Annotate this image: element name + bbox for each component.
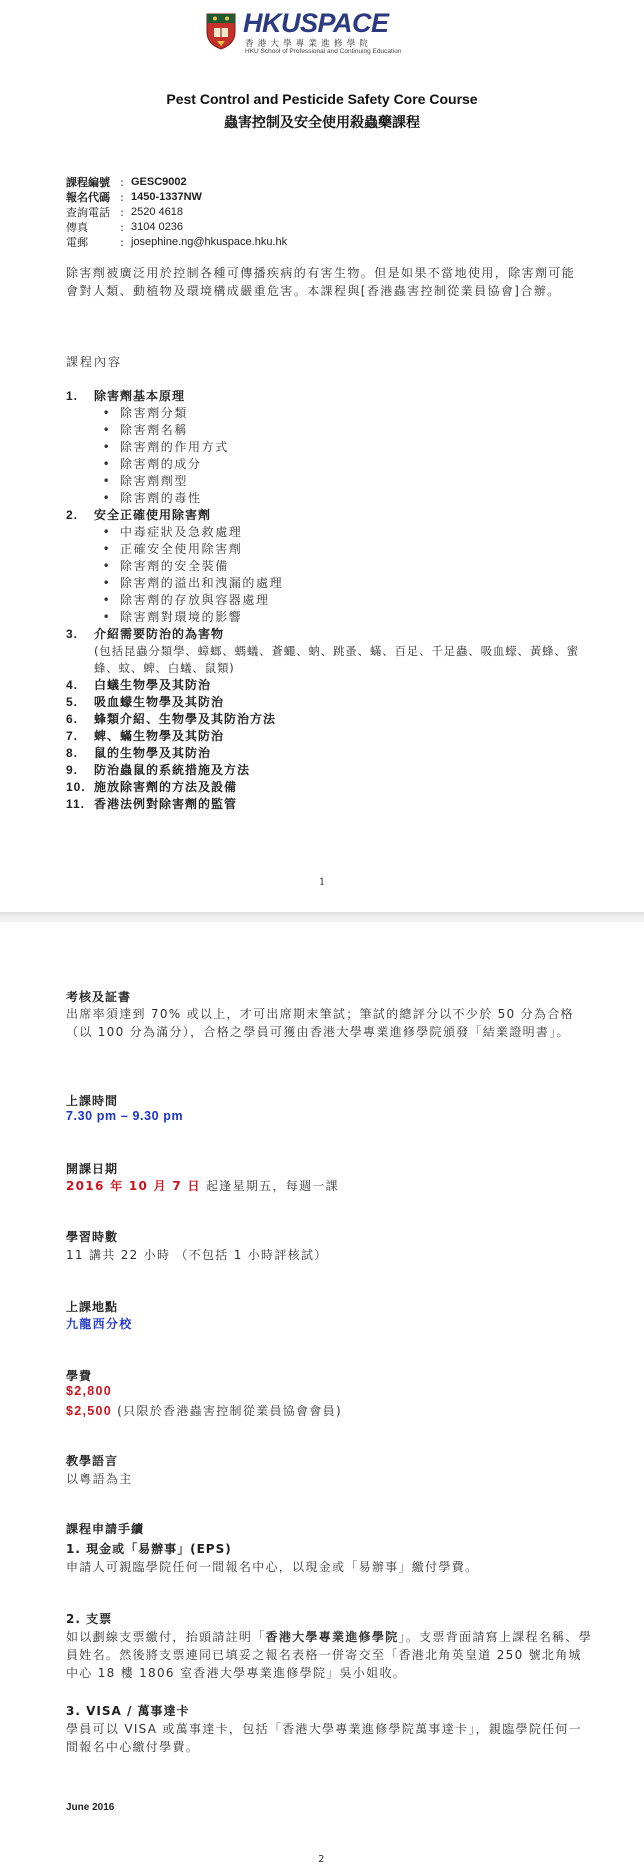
outline-title: 防治蟲鼠的系統措施及方法 bbox=[94, 763, 251, 777]
outline-subitem bbox=[66, 490, 596, 507]
info-colon: : bbox=[120, 206, 124, 219]
fee-member-line bbox=[66, 1402, 342, 1419]
bullet-icon: • bbox=[102, 406, 112, 420]
outline-item bbox=[66, 745, 596, 762]
outline-number: 7. bbox=[66, 729, 79, 743]
info-value: 3104 0236 bbox=[131, 221, 183, 233]
outline-subitem bbox=[66, 405, 596, 422]
class-time-heading: 上課時間 bbox=[66, 1094, 119, 1108]
outline-subitem-label: 除害劑的毒性 bbox=[120, 491, 202, 505]
outline-subitem bbox=[66, 541, 596, 558]
application-item-title: 3. VISA / 萬事達卡 bbox=[66, 1704, 190, 1718]
outline-subitem-label: 除害劑的存放與容器處理 bbox=[120, 593, 270, 607]
bullet-icon: • bbox=[102, 423, 112, 437]
logo-wordmark: HKUSPACE bbox=[243, 8, 389, 38]
outline-subitem-label: 除害劑的作用方式 bbox=[120, 440, 229, 454]
venue-value: 九龍西分校 bbox=[66, 1317, 133, 1331]
info-colon: : bbox=[120, 191, 124, 204]
course-intro: 除害劑被廣泛用於控制各種可傳播疾病的有害生物。但是如果不當地使用，除害劑可能會對人類、動植物及環境構成嚴重危害。本課程與[香港蟲害控制從業員協會]合辦。 bbox=[66, 266, 576, 298]
bullet-icon: • bbox=[102, 559, 112, 573]
bullet-icon: • bbox=[102, 440, 112, 454]
outline-item bbox=[66, 728, 596, 745]
outline-item bbox=[66, 507, 596, 524]
course-info bbox=[66, 175, 287, 250]
application-item-title: 2. 支票 bbox=[66, 1612, 113, 1626]
outline-number: 9. bbox=[66, 763, 79, 777]
fee-member-note: (只限於香港蟲害控制從業員協會會員) bbox=[117, 1404, 342, 1418]
fee-standard: $2,800 bbox=[66, 1384, 113, 1398]
outline-title: 吸血蠓生物學及其防治 bbox=[94, 695, 225, 709]
page-1 bbox=[0, 0, 644, 914]
outline-title: 鼠的生物學及其防治 bbox=[94, 746, 212, 760]
application-item-text: 如以劃線支票繳付，抬頭請註明「香港大學專業進修學院」。支票背面請寫上課程名稱、學員姓名。然後將支票連同已填妥之報名表格一併寄交至「香港北角英皇道 250 號北角城中心 18 樓 1806 室香港大學專業進修學院」吳小姐收。 bbox=[66, 1630, 593, 1680]
hku-space-logo bbox=[205, 8, 445, 55]
outline-subitem bbox=[66, 558, 596, 575]
start-date-value: 2016 年 10 月 7 日 bbox=[66, 1179, 201, 1193]
outline-number: 1. bbox=[66, 389, 79, 403]
bullet-icon: • bbox=[102, 576, 112, 590]
outline-title: 介紹需要防治的為害物 bbox=[94, 627, 225, 641]
logo-chinese-name: 香港大學專業進修學院 bbox=[245, 39, 373, 49]
institute-name-bold: 香港大學專業進修學院 bbox=[265, 1630, 399, 1644]
application-item-text: 學員可以 VISA 或萬事達卡，包括「香港大學專業進修學院萬事達卡」，親臨學院任何一間報名中心繳付學費。 bbox=[66, 1722, 583, 1754]
bullet-icon: • bbox=[102, 525, 112, 539]
start-date-line bbox=[66, 1177, 339, 1194]
course-title-cn: 蟲害控制及安全使用殺蟲藥課程 bbox=[224, 115, 420, 131]
application-item-title: 1. 現金或「易辦事」(EPS) bbox=[66, 1542, 232, 1556]
info-colon: : bbox=[120, 221, 124, 234]
info-colon: : bbox=[120, 176, 124, 189]
outline-note: (包括昆蟲分類學、蟑螂、螞蟻、蒼蠅、蚋、跳蚤、蟎、百足、千足蟲、吸血蠓、黃蜂、蜜蜂、蚊、蜱、白蟻、鼠類) bbox=[94, 644, 579, 675]
bullet-icon: • bbox=[102, 474, 112, 488]
fee-heading: 學費 bbox=[66, 1369, 93, 1383]
venue-heading: 上課地點 bbox=[66, 1300, 119, 1314]
language-heading: 教學語言 bbox=[66, 1454, 119, 1468]
outline-subitem bbox=[66, 439, 596, 456]
outline-subitem-label: 除害劑名稱 bbox=[120, 423, 189, 437]
outline-number: 10. bbox=[66, 780, 86, 794]
outline-title: 除害劑基本原理 bbox=[94, 389, 186, 403]
info-row bbox=[66, 235, 287, 250]
info-key: 傳真 bbox=[66, 221, 88, 234]
logo-english-name: HKU School of Professional and Continuing Education bbox=[245, 48, 402, 55]
class-time-value: 7.30 pm – 9.30 pm bbox=[66, 1109, 184, 1123]
outline-subitem bbox=[66, 609, 596, 626]
info-value: GESC9002 bbox=[131, 176, 187, 188]
outline-number: 6. bbox=[66, 712, 79, 726]
outline-item bbox=[66, 711, 596, 728]
outline-item bbox=[66, 796, 596, 813]
outline-title: 香港法例對除害劑的監管 bbox=[94, 797, 238, 811]
outline-number: 8. bbox=[66, 746, 79, 760]
info-value: 2520 4618 bbox=[131, 206, 183, 218]
outline-subitem-label: 中毒症狀及急救處理 bbox=[120, 525, 243, 539]
outline-subitem bbox=[66, 473, 596, 490]
bullet-icon: • bbox=[102, 491, 112, 505]
info-key: 電郵 bbox=[66, 236, 88, 249]
outline-title: 安全正確使用除害劑 bbox=[94, 508, 212, 522]
outline-title: 白蟻生物學及其防治 bbox=[94, 678, 212, 692]
start-date-heading: 開課日期 bbox=[66, 1162, 119, 1176]
outline-item bbox=[66, 779, 596, 796]
outline-title: 蜂類介紹、生物學及其防治方法 bbox=[94, 712, 277, 726]
language-value: 以粵語為主 bbox=[66, 1472, 133, 1486]
outline-subitem-label: 除害劑分類 bbox=[120, 406, 189, 420]
bullet-icon: • bbox=[102, 610, 112, 624]
application-heading: 課程申請手續 bbox=[66, 1522, 145, 1536]
bullet-icon: • bbox=[102, 542, 112, 556]
info-key: 查詢電話 bbox=[66, 206, 110, 219]
page-number: 2 bbox=[318, 1854, 326, 1865]
assessment-heading: 考核及証書 bbox=[66, 990, 132, 1004]
info-key: 報名代碼 bbox=[66, 191, 110, 204]
outline-subitem-label: 除害劑的成分 bbox=[120, 457, 202, 471]
bullet-icon: • bbox=[102, 457, 112, 471]
info-row bbox=[66, 175, 287, 190]
hours-value: 11 講共 22 小時 （不包括 1 小時評核試） bbox=[66, 1248, 328, 1262]
outline-subitem-label: 正確安全使用除害劑 bbox=[120, 542, 243, 556]
info-colon: : bbox=[120, 236, 124, 249]
outline-item bbox=[66, 694, 596, 711]
content-heading: 課程內容 bbox=[66, 355, 123, 369]
bullet-icon: • bbox=[102, 593, 112, 607]
info-value: 1450-1337NW bbox=[131, 191, 202, 203]
outline-item bbox=[66, 677, 596, 694]
page-2 bbox=[0, 922, 644, 1869]
fee-member: $2,500 bbox=[66, 1404, 113, 1418]
outline-subitem bbox=[66, 575, 596, 592]
outline-subitem bbox=[66, 422, 596, 439]
outline-subitem-label: 除害劑劑型 bbox=[120, 474, 189, 488]
outline-item bbox=[66, 626, 596, 643]
info-row bbox=[66, 220, 287, 235]
outline-title: 施放除害劑的方法及設備 bbox=[94, 780, 238, 794]
info-value: josephine.ng@hkuspace.hku.hk bbox=[131, 236, 288, 248]
outline-subitem bbox=[66, 524, 596, 541]
footer-date: June 2016 bbox=[66, 1802, 115, 1813]
page-number: 1 bbox=[318, 877, 326, 888]
info-key: 課程編號 bbox=[66, 176, 110, 189]
info-row bbox=[66, 205, 287, 220]
outline-subitem-label: 除害劑的溢出和洩漏的處理 bbox=[120, 576, 284, 590]
application-item-text: 申請人可親臨學院任何一間報名中心，以現金或「易辦事」繳付學費。 bbox=[66, 1560, 479, 1574]
outline-item bbox=[66, 762, 596, 779]
hours-heading: 學習時數 bbox=[66, 1230, 119, 1244]
outline-subitem bbox=[66, 456, 596, 473]
outline-number: 2. bbox=[66, 508, 79, 522]
outline-subitem bbox=[66, 592, 596, 609]
info-row bbox=[66, 190, 287, 205]
course-title-en: Pest Control and Pesticide Safety Core Course bbox=[166, 91, 478, 107]
course-outline bbox=[66, 388, 596, 813]
outline-number: 11. bbox=[66, 797, 86, 811]
start-date-frequency: 起逢星期五，每週一課 bbox=[205, 1179, 339, 1193]
outline-number: 5. bbox=[66, 695, 79, 709]
outline-subitem-label: 除害劑的安全裝備 bbox=[120, 559, 229, 573]
outline-subitem-label: 除害劑對環境的影響 bbox=[120, 610, 243, 624]
outline-number: 3. bbox=[66, 627, 79, 641]
outline-item bbox=[66, 388, 596, 405]
outline-title: 蜱、蟎生物學及其防治 bbox=[94, 729, 225, 743]
outline-number: 4. bbox=[66, 678, 79, 692]
assessment-text: 出席率須達到 70% 或以上，才可出席期末筆試；筆試的總評分以不少於 50 分為合格（以 100 分為滿分），合格之學員可獲由香港大學專業進修學院頒發「結業證明書」。 bbox=[66, 1007, 574, 1039]
hku-crest-icon bbox=[205, 12, 237, 50]
